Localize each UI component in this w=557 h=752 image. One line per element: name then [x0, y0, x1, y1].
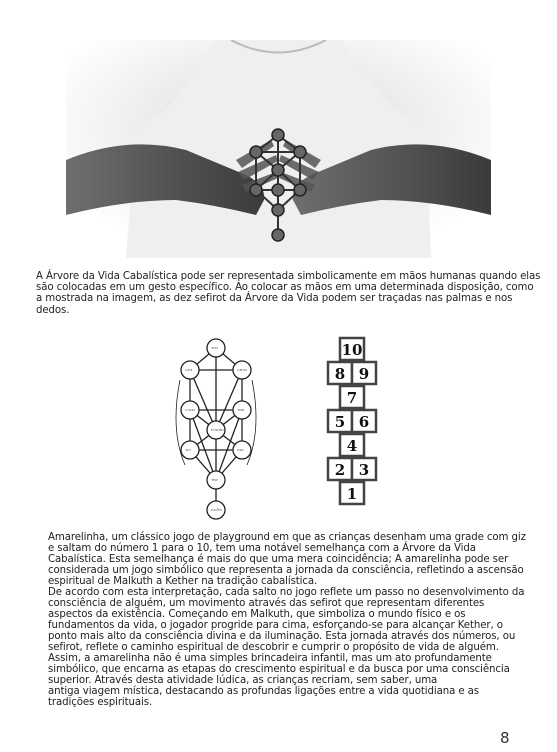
hands-tree-of-life-photo — [66, 40, 491, 258]
hop-10: 10 — [341, 341, 363, 359]
svg-text:בינה: בינה — [185, 367, 193, 372]
svg-text:הוד: הוד — [185, 447, 191, 452]
svg-text:נצח: נצח — [237, 447, 244, 452]
hop-5: 5 — [334, 413, 346, 431]
paragraph-part-2: De acordo com esta interpretação, cada salto no jogo reflete um passo no desenvolvimento da consciência de alguém, um movimento através das sefirot que representam diferentes aspectos da existência. Começando em Malkuth, que simboliza o mundo físico e os fundamentos da vida, o jogador progride para cima, esforçando-se para alcançar Kether, o ponto mais alto da consciência divina e da iluminação. Esta jornada através dos números, ou sefirot, reflete o caminho espiritual de descobrir e cumprir o propósito de vida de alguém. Assim, a amarelinha não é uma simples brincadeira infantil, mas um ato profundamente simbólico, que encarna as etapas do crescimento espiritual e da busca por uma consciência superior. Através desta atividade lúdica, as crianças recriam, sem saber, uma — [48, 587, 525, 686]
intro-paragraph: A Árvore da Vida Cabalística pode ser representada simbolicamente em mãos humanas quando elas são colocadas em um gesto específico. Ao colocar as mãos em uma determinada disposição, como a mostrada na imagem, as dez sefirot da Árvore da Vida podem ser traçadas nas palmas e nos dedos. — [36, 271, 541, 316]
hop-8: 8 — [334, 365, 346, 383]
paragraph-part-1: Amarelinha, um clássico jogo de playground em que as crianças desenham uma grade com giz e saltam do número 1 para o 10, tem uma notável semelhança com a Árvore da Vida Cabalística. Esta semelhança é mais do que uma mera coincidência; A amarelinha pode ser considerada um jogo simbólico que representa a jornada da consciência, refletindo a ascensão espiritual de Malkuth a Kether na tradição cabalística. — [48, 532, 526, 587]
hop-3: 3 — [358, 461, 370, 479]
hop-9: 9 — [358, 365, 370, 383]
page-number: 8 — [500, 729, 510, 747]
hop-2: 2 — [334, 461, 346, 479]
svg-text:מלכות: מלכות — [211, 507, 222, 512]
svg-text:גבורה: גבורה — [185, 407, 195, 412]
svg-text:כתר: כתר — [211, 345, 219, 350]
svg-text:יסוד: יסוד — [211, 477, 218, 482]
hopscotch-paragraph — [48, 532, 526, 708]
hop-7: 7 — [346, 389, 358, 407]
hop-4: 4 — [346, 437, 358, 455]
paragraph-part-3: antiga viagem mística, destacando as profundas ligações entre a vida quotidiana e as tradições espirituais. — [48, 686, 480, 708]
svg-text:חסד: חסד — [237, 407, 245, 412]
svg-text:חכמה: חכמה — [237, 367, 248, 372]
hop-1: 1 — [346, 485, 358, 503]
hop-6: 6 — [358, 413, 370, 431]
tree-and-hopscotch-figure — [150, 330, 410, 525]
svg-text:תפארת: תפארת — [211, 427, 224, 432]
